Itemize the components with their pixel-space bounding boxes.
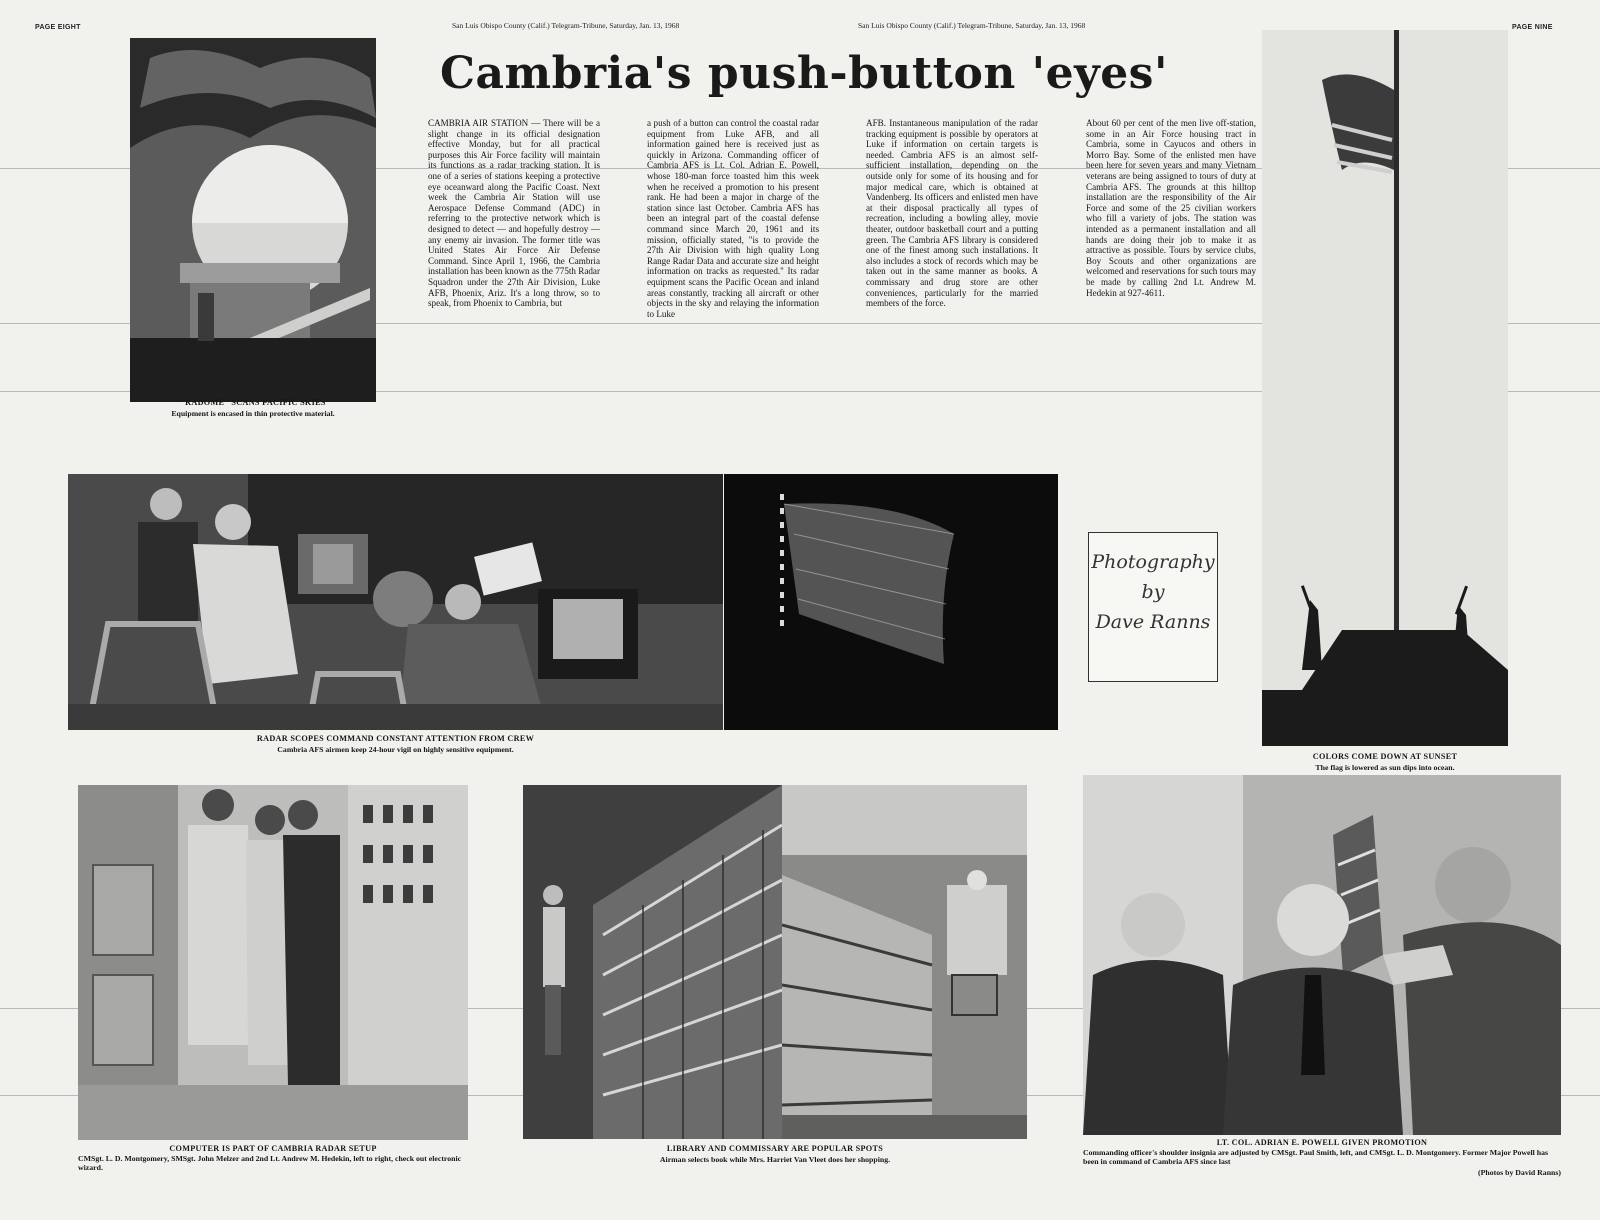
radar-scopes-photo <box>68 474 723 730</box>
radar-caption-title: RADAR SCOPES COMMAND CONSTANT ATTENTION FROM CREW <box>256 734 535 743</box>
article-text: a push of a button can control the coastal radar equipment from Luke AFB, and all information gained here is received just as quickly in Arizona. Commanding officer of Cambria AFS is Lt. Col. Adrian E. Powell, whose 180-man force toasted him this week when he received a promotion to his present rank. He had been a major in charge of the station since last October. Cambria AFS has been an integral part of the coastal defense command since March 20, 1961 and its mission, officially stated, "is to provide the 27th Air Division with high quality Long Range Radar Data and accurate size and height information on tracks as requested." Its radar equipment scans the Pacific Ocean and inland areas constantly, tracking all aircraft or other objects in the sky and relaying the information to Luke <box>647 118 819 319</box>
radome-caption-text: Equipment is encased in thin protective material. <box>171 409 335 418</box>
photography-credit-box <box>1088 532 1218 682</box>
library-photo <box>523 785 782 1139</box>
dateline-right: San Luis Obispo County (Calif.) Telegram-Tribune, Saturday, Jan. 13, 1968 <box>858 21 1086 30</box>
flag-caption-title: COLORS COME DOWN AT SUNSET <box>1312 752 1458 761</box>
flag-caption-text: The flag is lowered as sun dips into ocean. <box>1315 763 1455 772</box>
article-column-1 <box>428 118 600 440</box>
radar-caption-text: Cambria AFS airmen keep 24-hour vigil on highly sensitive equipment. <box>277 745 514 754</box>
article-column-4 <box>1086 118 1256 468</box>
computer-photo <box>78 785 468 1140</box>
headline: Cambria's push-button 'eyes' <box>440 48 1168 99</box>
radome-caption-title: "RADOME" SCANS PACIFIC SKIES <box>180 398 326 407</box>
radar-screen-photo <box>724 474 1058 730</box>
radome-photo <box>130 38 376 402</box>
library-caption-text: Airman selects book while Mrs. Harriet Van Vleet does her shopping. <box>659 1155 891 1164</box>
article-column-3 <box>866 118 1038 440</box>
folio-right: PAGE NINE <box>1512 24 1553 31</box>
credit-line-1: Photography <box>1091 551 1215 573</box>
folio-left: PAGE EIGHT <box>35 24 81 31</box>
article-text: AFB. Instantaneous manipulation of the radar tracking equipment is possible by operators at Luke if information on certain targets is needed. Cambria AFS is an almost self-sufficient installation, depending on the outside only for some of its housing and for major medical care, which is obtained at Vandenberg. Its officers and enlisted men have at their disposal practically all types of recreation, including a bowling alley, movie theater, outdoor basketball court and a putting green. The Cambria AFS library is considered one of the finest among such installations. It also includes a stock of records which may be taken out in the same manner as books. A commissary and drug store are other conveniences, particularly for the married members of the force. <box>866 118 1038 309</box>
article-text: CAMBRIA AIR STATION — There will be a slight change in its official designation effective Monday, but for all practical purposes this Air Force facility will maintain its functions as a radar tracking station. It is one of a series of stations keeping a protective eye oceanward along the Pacific Coast. Next week the Cambria Air Station will use Aerospace Defense Command (ADC) in referring to the protective network which is designed to detect — and hopefully destroy — any enemy air invasion. The former title was United States Air Force Air Defense Command. Since April 1, 1966, the Cambria installation has been known as the 775th Radar Squadron under the 27th Air Division, Luke AFB, Phoenix, Ariz. It's a long throw, so to speak, from Phoenix to Cambria, but <box>428 118 600 309</box>
article-text: About 60 per cent of the men live off-station, some in an Air Force housing tract in Cambria, some in Cayucos and others in Morro Bay. Some of the enlisted men have been here for seven years and many Vietnam veterans are being assigned to tours of duty at Cambria AFS. The grounds at this hilltop installation are the responsibility of the Air Force and some of the 25 civilian workers who fill a variety of jobs. The station was intended as a permanent installation and all hands are doing their job to make it as attractive as possible. Tours by service clubs, Boy Scouts and other organizations are welcomed and reservations for such tours may be made by calling 2nd Lt. Andrew M. Hedekin at 927-4611. <box>1086 118 1256 298</box>
promotion-photo <box>1083 775 1561 1135</box>
photos-credit: (Photos by David Ranns) <box>1478 1168 1561 1177</box>
flag-photo <box>1262 30 1508 746</box>
credit-line-3: Dave Ranns <box>1095 611 1211 633</box>
library-caption-title: LIBRARY AND COMMISSARY ARE POPULAR SPOTS <box>666 1144 884 1153</box>
article-column-2 <box>647 118 819 440</box>
credit-line-2: by <box>1141 581 1165 603</box>
dateline-left: San Luis Obispo County (Calif.) Telegram-Tribune, Saturday, Jan. 13, 1968 <box>452 21 680 30</box>
computer-caption-text: CMSgt. L. D. Montgomery, SMSgt. John Melzer and 2nd Lt. Andrew M. Hedekin, left to right, check out electronic wizard. <box>78 1154 462 1172</box>
computer-caption-title: COMPUTER IS PART OF CAMBRIA RADAR SETUP <box>169 1144 377 1153</box>
promotion-caption-title: LT. COL. ADRIAN E. POWELL GIVEN PROMOTION <box>1216 1138 1428 1147</box>
commissary-photo <box>782 785 1027 1139</box>
promotion-caption-text: Commanding officer's shoulder insignia are adjusted by CMSgt. Paul Smith, left, and CMSgt. L. D. Montgomery. Former Major Powell has been in command of Cambria AFS since last <box>1083 1148 1549 1166</box>
